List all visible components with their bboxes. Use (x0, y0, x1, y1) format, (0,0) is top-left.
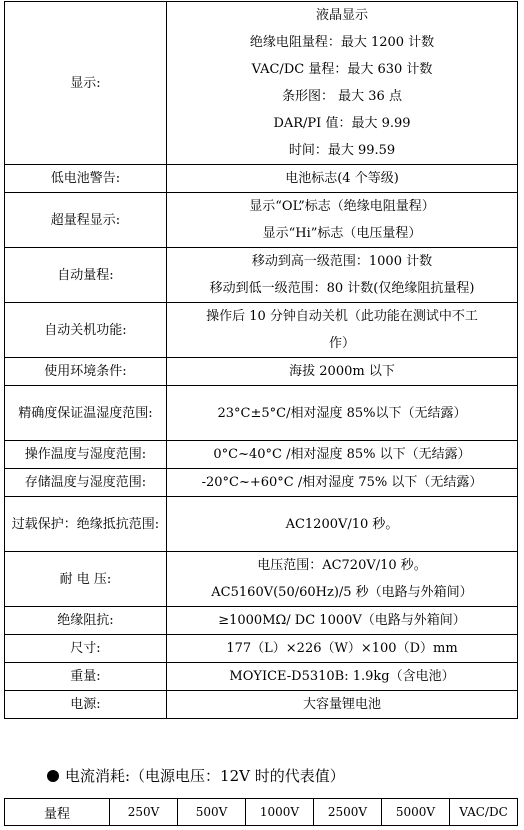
current-range-col: 1000V (246, 799, 314, 826)
spec-value-line: 条形图： 最大 36 点 (282, 89, 402, 104)
spec-value-line: ≥1000MΩ/ DC 1000V（电路与外箱间） (218, 613, 466, 628)
spec-value-cell (167, 193, 518, 248)
spec-label: 重量: (70, 669, 101, 684)
spec-label: 耐 电 压: (59, 571, 112, 587)
spec-value-line: 作） (328, 336, 355, 351)
spec-label-cell (5, 358, 167, 386)
current-range-label: 量程 (5, 799, 110, 826)
spec-value-line: VAC/DC 量程：最大 630 计数 (251, 62, 433, 77)
spec-value-cell (167, 386, 518, 441)
spec-value-cell (167, 497, 518, 552)
spec-label-cell (5, 248, 167, 303)
spec-value-line: 海拔 2000m 以下 (289, 364, 395, 379)
spec-value-cell (167, 663, 518, 691)
spec-value-line: 液晶显示 (315, 8, 368, 23)
spec-value-cell (167, 441, 518, 469)
spec-value-line: 0°C~40°C /相对湿度 85% 以下（无结露） (213, 447, 471, 462)
spec-value-line: 23°C±5°C/相对湿度 85%以下（无结露） (217, 405, 467, 421)
spec-label: 存储温度与湿度范围: (24, 475, 147, 490)
spec-value-cell (167, 165, 518, 193)
spec-value-cell (167, 303, 518, 358)
spec-value-line: 时间：最大 99.59 (288, 143, 396, 158)
current-range-col: 250V (110, 799, 178, 826)
spec-label: 尺寸: (70, 641, 101, 656)
spec-value-line: 移动到高一级范围：1000 计数 (251, 254, 433, 269)
spec-label-cell (5, 193, 167, 248)
spec-row (5, 165, 518, 193)
spec-table (4, 1, 518, 719)
spec-row (5, 248, 518, 303)
current-consumption-text: 电流消耗:（电源电压：12V 时的代表值） (65, 767, 345, 785)
spec-value-line: AC5160V(50/60Hz)/5 秒（电路与外箱间） (211, 585, 473, 600)
spec-label: 自动关机功能: (44, 322, 127, 338)
spec-value-cell (167, 248, 518, 303)
spec-label-cell (5, 303, 167, 358)
spec-value-line: MOYICE-D5310B: 1.9kg（含电池） (229, 669, 455, 684)
spec-value-line: 绝缘电阻量程：最大 1200 计数 (249, 35, 435, 50)
spec-value-cell (167, 469, 518, 497)
spec-value-line: 电压范围：AC720V/10 秒。 (257, 558, 427, 573)
spec-value-line: 电池标志(4 个等级) (285, 171, 399, 186)
current-header-row (5, 799, 518, 826)
spec-label-cell (5, 663, 167, 691)
spec-label-cell (5, 441, 167, 469)
current-range-col: VAC/DC (450, 799, 518, 826)
spec-label-cell (5, 165, 167, 193)
spec-value-line: AC1200V/10 秒。 (285, 516, 399, 532)
spec-value-cell (167, 607, 518, 635)
spec-value-line: -20°C~+60°C /相对湿度 75% 以下（无结露） (201, 475, 483, 490)
spec-label-cell (5, 691, 167, 719)
spec-row (5, 193, 518, 248)
spec-row (5, 497, 518, 552)
spec-value-cell (167, 358, 518, 386)
spec-row (5, 2, 518, 165)
spec-row (5, 552, 518, 607)
spec-row (5, 386, 518, 441)
spec-label-cell (5, 635, 167, 663)
current-table (4, 798, 518, 826)
spec-label: 使用环境条件: (44, 364, 127, 379)
spec-label: 自动量程: (57, 267, 114, 283)
current-range-col: 2500V (314, 799, 382, 826)
spec-row (5, 441, 518, 469)
spec-row (5, 469, 518, 497)
spec-label-cell (5, 469, 167, 497)
spec-label: 操作温度与湿度范围: (24, 447, 147, 462)
spec-value-cell (167, 2, 518, 165)
spec-row (5, 358, 518, 386)
spec-label-cell (5, 552, 167, 607)
spec-label: 电源: (70, 697, 101, 712)
spec-value-cell (167, 552, 518, 607)
spec-label: 精确度保证温湿度范围: (18, 405, 153, 421)
spec-value-line: 移动到低一级范围：80 计数(仅绝缘阻抗量程) (209, 281, 475, 296)
spec-label: 低电池警告: (50, 171, 121, 186)
spec-row (5, 303, 518, 358)
spec-label-cell (5, 607, 167, 635)
spec-value-line: 大容量锂电池 (302, 697, 381, 712)
spec-row (5, 691, 518, 719)
current-range-col: 5000V (382, 799, 450, 826)
spec-label: 超量程显示: (50, 212, 121, 228)
spec-label: 绝缘阻抗: (57, 613, 114, 628)
spec-row (5, 607, 518, 635)
spec-value-line: DAR/PI 值：最大 9.99 (273, 116, 411, 131)
spec-value-line: 显示“OL”标志（绝缘电阻量程） (249, 199, 435, 214)
current-consumption-heading (47, 762, 345, 790)
spec-value-line: 操作后 10 分钟自动关机（此功能在测试中不工 (206, 309, 478, 324)
bullet-icon (47, 770, 59, 782)
spec-value-cell (167, 635, 518, 663)
spec-label-cell (5, 386, 167, 441)
spec-row (5, 635, 518, 663)
spec-value-line: 显示“Hi”标志（电压量程） (262, 226, 422, 241)
spec-row (5, 663, 518, 691)
spec-label-cell (5, 497, 167, 552)
spec-value-line: 177（L）×226（W）×100（D）mm (226, 641, 458, 656)
current-range-col: 500V (178, 799, 246, 826)
spec-label: 过载保护：绝缘抵抗范围: (11, 516, 160, 532)
spec-value-cell (167, 691, 518, 719)
spec-label-cell (5, 2, 167, 165)
spec-label: 显示: (70, 75, 101, 91)
